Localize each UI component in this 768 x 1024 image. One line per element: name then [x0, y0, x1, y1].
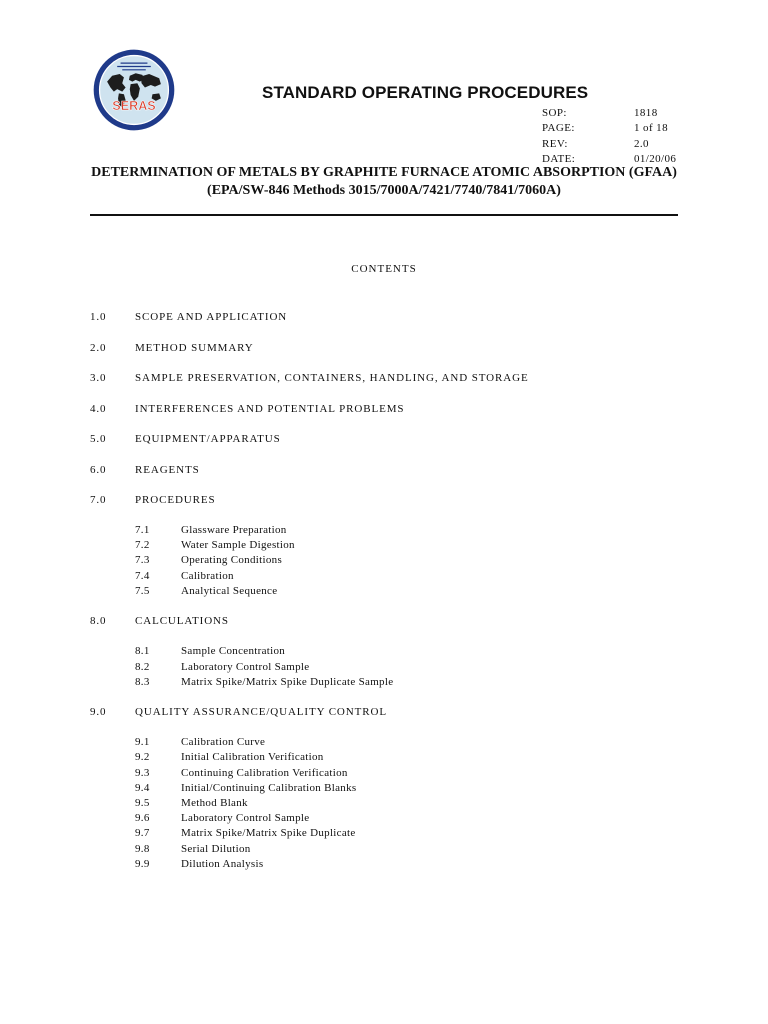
toc-section-number: 9.0: [90, 706, 107, 719]
toc-subsection-number: 9.1: [135, 736, 150, 749]
toc-subsection-number: 9.9: [135, 857, 150, 870]
toc-subsection-number: 9.4: [135, 781, 150, 794]
toc-section-title: INTERFERENCES AND POTENTIAL PROBLEMS: [135, 402, 405, 415]
toc-section-title: SCOPE AND APPLICATION: [135, 311, 288, 323]
seras-logo: [92, 48, 176, 132]
toc-subsection-number: 7.5: [135, 584, 150, 597]
toc-subsection-title: Initial/Continuing Calibration Blanks: [181, 781, 357, 794]
toc-section-number: 2.0: [90, 341, 107, 354]
toc-subsection-number: 8.1: [135, 645, 150, 658]
toc-section-number: 1.0: [90, 311, 107, 323]
meta-key: REV:: [542, 137, 568, 150]
toc-section-title: METHOD SUMMARY: [135, 341, 254, 354]
toc-subsection-number: 7.1: [135, 524, 150, 536]
toc-subsection-title: Dilution Analysis: [181, 857, 264, 870]
toc-subsection-title: Glassware Preparation: [181, 524, 287, 536]
toc-section-number: 7.0: [90, 494, 107, 506]
toc-subsection-number: 9.5: [135, 797, 150, 809]
toc-subsection-title: Operating Conditions: [181, 554, 283, 567]
document-subject: [90, 164, 678, 199]
header-divider: [90, 214, 678, 216]
toc-section-title: SAMPLE PRESERVATION, CONTAINERS, HANDLING, AND STORAGE: [135, 372, 529, 384]
toc-subsection-number: 8.2: [135, 660, 150, 673]
toc-subsection-number: 8.3: [135, 675, 150, 688]
toc-section-title: QUALITY ASSURANCE/QUALITY CONTROL: [135, 706, 387, 719]
subject-line-2: (EPA/SW-846 Methods 3015/7000A/7421/7740/7841/7060A): [207, 182, 561, 198]
document-title: STANDARD OPERATING PROCEDURES: [262, 83, 589, 102]
toc-subsection-number: 7.3: [135, 554, 150, 567]
meta-key: DATE:: [542, 152, 576, 165]
meta-value: 01/20/06: [634, 152, 677, 165]
toc-subsection-title: Continuing Calibration Verification: [181, 766, 348, 779]
toc-section-number: 3.0: [90, 372, 107, 384]
toc-section-title: PROCEDURES: [135, 494, 216, 506]
toc-subsection-title: Matrix Spike/Matrix Spike Duplicate: [181, 827, 356, 840]
toc-subsection-title: Analytical Sequence: [181, 584, 278, 597]
toc-subsection-title: Calibration Curve: [181, 736, 266, 749]
toc-subsection-title: Laboratory Control Sample: [181, 812, 310, 825]
toc-subsection-title: Water Sample Digestion: [181, 539, 295, 552]
toc-subsection-number: 9.3: [135, 766, 150, 779]
toc-subsection-number: 9.8: [135, 842, 150, 855]
toc-subsection-title: Matrix Spike/Matrix Spike Duplicate Sample: [181, 675, 394, 688]
toc-subsection-number: 9.6: [135, 812, 150, 825]
toc-subsection-number: 7.4: [135, 569, 150, 582]
toc-subsection-number: 9.2: [135, 751, 150, 764]
toc-section-number: 5.0: [90, 433, 107, 445]
toc-subsection-number: 9.7: [135, 827, 150, 840]
toc-section-title: CALCULATIONS: [135, 615, 229, 628]
toc-section-title: EQUIPMENT/APPARATUS: [135, 433, 281, 445]
toc-subsection-title: Method Blank: [181, 797, 248, 809]
toc-subsection-number: 7.2: [135, 539, 150, 552]
meta-value: 1 of 18: [634, 122, 668, 135]
meta-key: PAGE:: [542, 122, 575, 135]
toc-subsection-title: Serial Dilution: [181, 842, 251, 855]
toc-section-number: 4.0: [90, 402, 107, 415]
toc-subsection-title: Initial Calibration Verification: [181, 751, 324, 764]
toc-section-title: REAGENTS: [135, 463, 200, 476]
logo-seras-text: SERAS: [112, 99, 156, 114]
toc-section-number: 6.0: [90, 463, 107, 476]
meta-value: 2.0: [634, 137, 649, 150]
toc-subsection-title: Calibration: [181, 569, 234, 582]
contents-heading: CONTENTS: [351, 263, 417, 275]
meta-value: 1818: [634, 107, 658, 119]
toc-section-number: 8.0: [90, 615, 107, 628]
subject-line-1: DETERMINATION OF METALS BY GRAPHITE FURNACE ATOMIC ABSORPTION (GFAA): [91, 165, 677, 180]
meta-key: SOP:: [542, 107, 567, 119]
toc-subsection-title: Sample Concentration: [181, 645, 286, 658]
toc-subsection-title: Laboratory Control Sample: [181, 660, 310, 673]
